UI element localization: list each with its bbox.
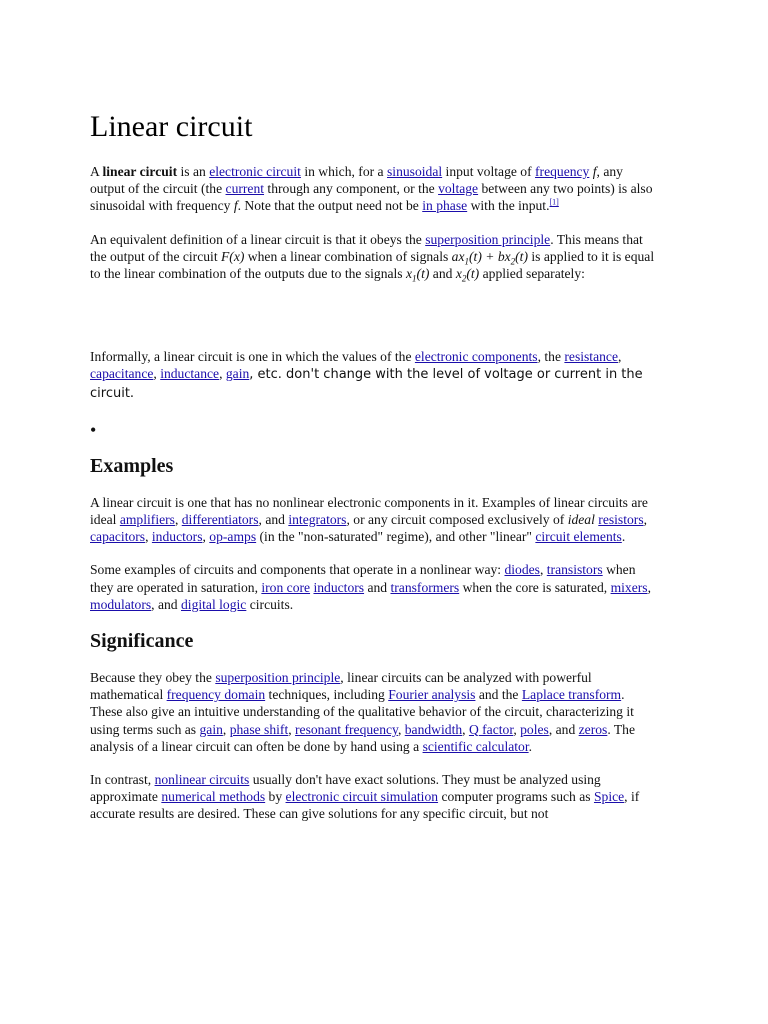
link-mixers[interactable]: mixers	[610, 579, 648, 595]
text: is an	[177, 164, 210, 179]
link-voltage[interactable]: voltage	[438, 181, 479, 197]
text: when the core is saturated,	[459, 579, 611, 595]
text: by	[265, 789, 286, 805]
text: circuits.	[246, 596, 294, 612]
text: ,	[462, 721, 469, 737]
link-sinusoidal[interactable]: sinusoidal	[387, 164, 443, 179]
link-spice[interactable]: Spice	[593, 789, 625, 805]
math-part: x	[406, 266, 413, 282]
examples-paragraph	[90, 494, 660, 546]
link-scientific-calculator[interactable]: scientific calculator	[422, 738, 529, 754]
math-part: x	[455, 266, 462, 282]
link-zeros[interactable]: zeros	[578, 721, 608, 737]
text: through any component, or the	[264, 181, 439, 197]
text: . The analysis of a linear circuit can often be done by hand using a	[90, 721, 636, 754]
italic-f: f	[592, 164, 597, 179]
text: .	[621, 529, 626, 545]
text: when they are operated in saturation,	[90, 562, 636, 595]
link-frequency[interactable]: frequency	[535, 164, 590, 179]
text: Informally, a linear circuit is one in which the values of the	[90, 349, 415, 365]
link-frequency-domain[interactable]: frequency domain	[166, 687, 266, 703]
link-q-factor[interactable]: Q factor	[468, 721, 514, 737]
text: Some examples of circuits and components that operate in a nonlinear way:	[90, 562, 505, 578]
bullet-point: •	[90, 419, 97, 440]
link-digital-logic[interactable]: digital logic	[181, 596, 247, 612]
text: , the	[537, 349, 565, 365]
text: ,	[647, 579, 651, 595]
contrast-paragraph	[90, 771, 660, 823]
text: , and	[258, 512, 289, 528]
text: , and	[548, 721, 579, 737]
text: computer programs such as	[438, 789, 594, 805]
link-op-amps[interactable]: op-amps	[209, 529, 257, 545]
link-circuit-elements[interactable]: circuit elements	[535, 529, 622, 545]
text: is applied to it is equal to the linear combination of the outputs due to the signals	[90, 248, 655, 282]
text: ,	[643, 512, 648, 528]
text: , any output of the circuit (the	[90, 164, 623, 197]
text: , if accurate results are desired. These can give solutions for any specific circuit, but not	[90, 789, 640, 822]
math-x2	[455, 266, 480, 284]
link-inductors[interactable]: inductors	[151, 529, 203, 545]
text: and the	[475, 687, 522, 703]
link-resonant-frequency[interactable]: resonant frequency	[295, 721, 398, 737]
link-transistors[interactable]: transistors	[546, 562, 603, 578]
link-differentiators[interactable]: differentiators	[181, 512, 259, 528]
link-iron-core[interactable]: iron core	[261, 579, 311, 595]
text: input voltage of	[442, 164, 536, 179]
link-transformers[interactable]: transformers	[390, 579, 460, 595]
link-bandwidth[interactable]: bandwidth	[404, 721, 463, 737]
math-sub: 1	[464, 256, 470, 267]
italic-f: f	[233, 198, 238, 214]
math-part: (t)	[466, 266, 480, 282]
link-electronic-circuit[interactable]: electronic circuit	[209, 164, 301, 179]
text: in which, for a	[300, 164, 387, 179]
link-numerical-methods[interactable]: numerical methods	[161, 789, 266, 805]
text: (in the "non-saturated" regime), and other "linear"	[256, 529, 536, 545]
bold-term: linear circuit	[102, 164, 178, 179]
link-gain-2[interactable]: gain	[199, 721, 223, 737]
math-sub: 2	[461, 273, 467, 284]
text: when a linear combination of signals	[244, 248, 452, 264]
link-capacitance[interactable]: capacitance	[90, 366, 154, 382]
link-superposition-principle-2[interactable]: superposition principle	[215, 670, 341, 686]
math-part: (t)	[515, 248, 528, 264]
math-part: ax	[451, 248, 465, 264]
link-fourier-analysis[interactable]: Fourier analysis	[388, 687, 476, 703]
article	[90, 100, 660, 839]
math-x1	[406, 266, 430, 284]
link-in-phase[interactable]: in phase	[422, 198, 468, 214]
page-title: Linear circuit	[90, 110, 253, 143]
italic-ideal: ideal	[567, 512, 595, 528]
text: , etc. don't change with the level of voltage or current in the circuit.	[90, 367, 643, 401]
informal-paragraph	[90, 348, 660, 402]
link-nonlinear-circuits[interactable]: nonlinear circuits	[154, 772, 250, 788]
link-inductors-2[interactable]: inductors	[313, 579, 365, 595]
text: . This means that the output of the circuit	[90, 231, 643, 264]
text: , linear circuits can be analyzed with powerful mathematical	[90, 670, 592, 703]
equation-placeholder	[90, 298, 660, 348]
nonlinear-examples-paragraph	[90, 561, 660, 613]
link-poles[interactable]: poles	[520, 721, 549, 737]
link-integrators[interactable]: integrators	[288, 512, 347, 528]
text: ,	[153, 366, 161, 382]
link-electronic-components[interactable]: electronic components	[414, 349, 538, 365]
text: ,	[219, 366, 226, 382]
text: . Note that the output need not be	[237, 198, 423, 214]
text: between any two points) is also sinusoidal with frequency	[90, 181, 653, 214]
text: , and	[151, 596, 181, 612]
definition-paragraph	[90, 231, 660, 283]
math-combination	[451, 248, 528, 267]
math-part: (t)	[416, 266, 430, 282]
link-modulators[interactable]: modulators	[90, 596, 152, 612]
math-sub: 1	[412, 273, 417, 284]
heading-examples: Examples	[90, 454, 174, 477]
text: Because they obey the	[90, 670, 216, 686]
text: ,	[539, 562, 547, 578]
link-amplifiers[interactable]: amplifiers	[119, 512, 175, 528]
text: An equivalent definition of a linear circuit is that it obeys the	[90, 231, 426, 247]
text: applied separately:	[479, 266, 585, 282]
text: usually don't have exact solutions. They must be analyzed using approximate	[90, 772, 601, 805]
link-electronic-circuit-simulation[interactable]: electronic circuit simulation	[285, 789, 439, 805]
text: ,	[513, 721, 521, 737]
link-superposition-principle[interactable]: superposition principle	[425, 231, 551, 247]
text: , or any circuit composed exclusively of	[346, 512, 568, 528]
link-capacitors[interactable]: capacitors	[90, 529, 146, 545]
intro-paragraph	[90, 163, 660, 215]
link-phase-shift[interactable]: phase shift	[229, 721, 289, 737]
math-sub: 2	[510, 256, 516, 267]
text: with the input.	[467, 198, 550, 214]
math-part: (t) + bx	[469, 248, 511, 264]
link-inductance[interactable]: inductance	[160, 366, 220, 382]
text: In contrast,	[90, 772, 155, 788]
link-current[interactable]: current	[225, 181, 265, 197]
reference-link[interactable]: [1]	[549, 197, 559, 207]
text: . These also give an intuitive understanding of the qualitative behavior of the circuit, characterizing it using terms such as	[90, 687, 634, 737]
text: ,	[397, 721, 405, 737]
link-gain[interactable]: gain	[225, 366, 250, 382]
significance-paragraph	[90, 669, 660, 755]
text: ,	[174, 512, 182, 528]
text: .	[528, 738, 533, 754]
link-diodes[interactable]: diodes	[504, 562, 540, 578]
text: ,	[202, 529, 210, 545]
text: ,	[617, 349, 622, 365]
text: and	[364, 579, 391, 595]
text: A linear circuit is one that has no nonlinear electronic components in it. Examples of linear circuits are ideal	[90, 494, 648, 528]
link-resistors[interactable]: resistors	[598, 512, 644, 528]
math-fx: F(x)	[221, 248, 245, 264]
text: techniques, including	[265, 687, 389, 703]
text: A	[90, 164, 103, 179]
text: and	[429, 266, 456, 282]
text: ,	[145, 529, 152, 545]
heading-significance: Significance	[90, 630, 194, 653]
text: ,	[288, 721, 296, 737]
link-laplace-transform[interactable]: Laplace transform	[521, 687, 622, 703]
link-resistance[interactable]: resistance	[564, 349, 618, 365]
text: ,	[222, 721, 230, 737]
